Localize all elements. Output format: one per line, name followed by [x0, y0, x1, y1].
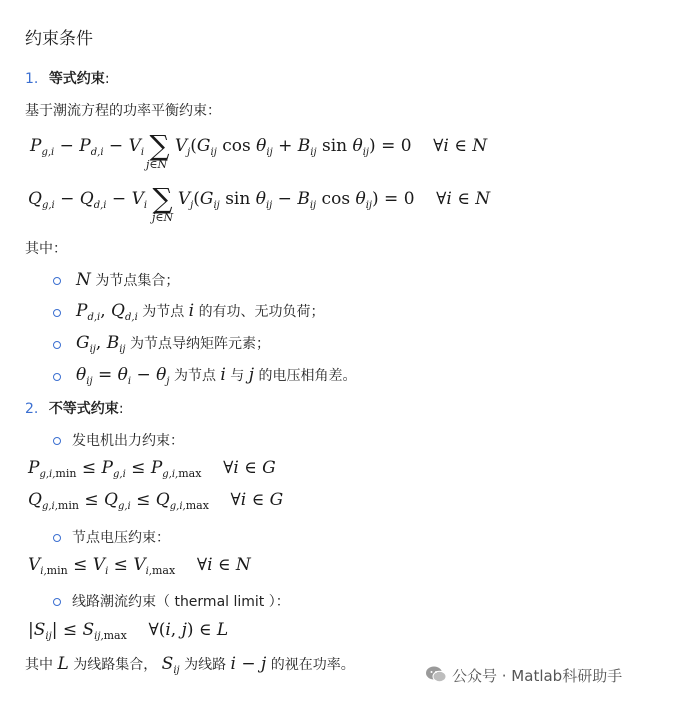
section-1-heading: [25, 68, 110, 88]
bullet-icon: [53, 341, 61, 349]
section-2-title: 不等式约束: [48, 401, 119, 417]
where-lines-text1: 其中: [25, 657, 53, 673]
bullet-admittance: $G_{ij}$, $B_{ij}$ 为节点导纳矩阵元素；: [76, 333, 270, 355]
bullet-loads-text: 为节点: [142, 304, 185, 320]
section-2-heading: [25, 398, 124, 418]
bullet-icon: [53, 277, 61, 285]
section-1-number: 1.: [25, 71, 39, 87]
section-2-number: 2.: [25, 401, 39, 417]
generator-constraint-label: 发电机出力约束：: [72, 433, 184, 449]
bullet-angle-text2: 与: [230, 368, 245, 384]
where-label-1: 其中：: [25, 241, 67, 257]
equation-gen-p: $P_{g,i,min} \le P_{g,i} \le P_{g,i,max}$ ∀i ∈ G: [28, 458, 276, 480]
bullet-icon: [53, 437, 61, 445]
page-title: 约束条件: [25, 29, 93, 49]
where-lines-text3: 为线路: [184, 657, 227, 673]
bullet-node-set-text: 为节点集合；: [95, 273, 180, 289]
line-flow-constraint-label: 线路潮流约束（ thermal limit ）：: [72, 594, 290, 610]
where-lines-text2: 为线路集合，: [73, 657, 158, 673]
watermark-text: 公众号 · Matlab科研助手: [452, 667, 623, 685]
bullet-icon: [53, 598, 61, 606]
where-lines-text4: 的视在功率。: [270, 657, 355, 673]
voltage-constraint-label: 节点电压约束：: [72, 530, 170, 546]
section-2-colon: :: [118, 401, 124, 417]
bullet-loads-text2: 的有功、无功负荷；: [198, 304, 325, 320]
equation-reactive-power: $Q_{g,i} - Q_{d,i} - V_i$ ∑ $V_j(G_{ij}$ $\sin \theta_{ij} - B_{ij}$ $\cos \theta_{ij}) = 0$ ∀i ∈ N: [28, 182, 491, 215]
section-1-description: 基于潮流方程的功率平衡约束：: [25, 103, 221, 119]
bullet-angle-text: 为节点: [173, 368, 216, 384]
bullet-angle-text3: 的电压相角差。: [258, 368, 357, 384]
equation-gen-q: $Q_{g,i,min} \le Q_{g,i} \le Q_{g,i,max}$ ∀i ∈ G: [28, 490, 284, 512]
equation-voltage: $V_{i,min} \le V_i \le V_{i,max}$ ∀i ∈ N: [28, 555, 251, 577]
bullet-icon: [53, 373, 61, 381]
where-lines-paragraph: 其中 L 为线路集合， $S_{ij}$ 为线路 i − j 的视在功率。: [25, 654, 355, 676]
bullet-icon: [53, 309, 61, 317]
equation-line-flow: $|S_{ij}| \le S_{ij,max}$ ∀(i, j) ∈ L: [28, 620, 229, 642]
bullet-angle: $\theta_{ij} = \theta_i - \theta_j$ 为节点 i 与 j 的电压相角差。: [76, 365, 357, 387]
wechat-icon: [425, 665, 447, 683]
section-1-colon: :: [104, 71, 110, 87]
bullet-node-set: N 为节点集合；: [76, 270, 180, 290]
bullet-admittance-text: 为节点导纳矩阵元素；: [129, 336, 270, 352]
bullet-loads: $P_{d,i}$, $Q_{d,i}$ 为节点 i 的有功、无功负荷；: [76, 301, 325, 323]
section-1-title: 等式约束: [48, 71, 105, 87]
equation-active-power: $P_{g,i} - P_{d,i} - V_i$ ∑ $V_j(G_{ij}$ $\cos \theta_{ij} + B_{ij}$ $\sin \theta_{ij}) = 0$ ∀i ∈ N: [30, 129, 488, 162]
sum-index-1: j∈N: [146, 158, 168, 171]
bullet-icon: [53, 534, 61, 542]
sum-index-2: j∈N: [152, 211, 174, 224]
